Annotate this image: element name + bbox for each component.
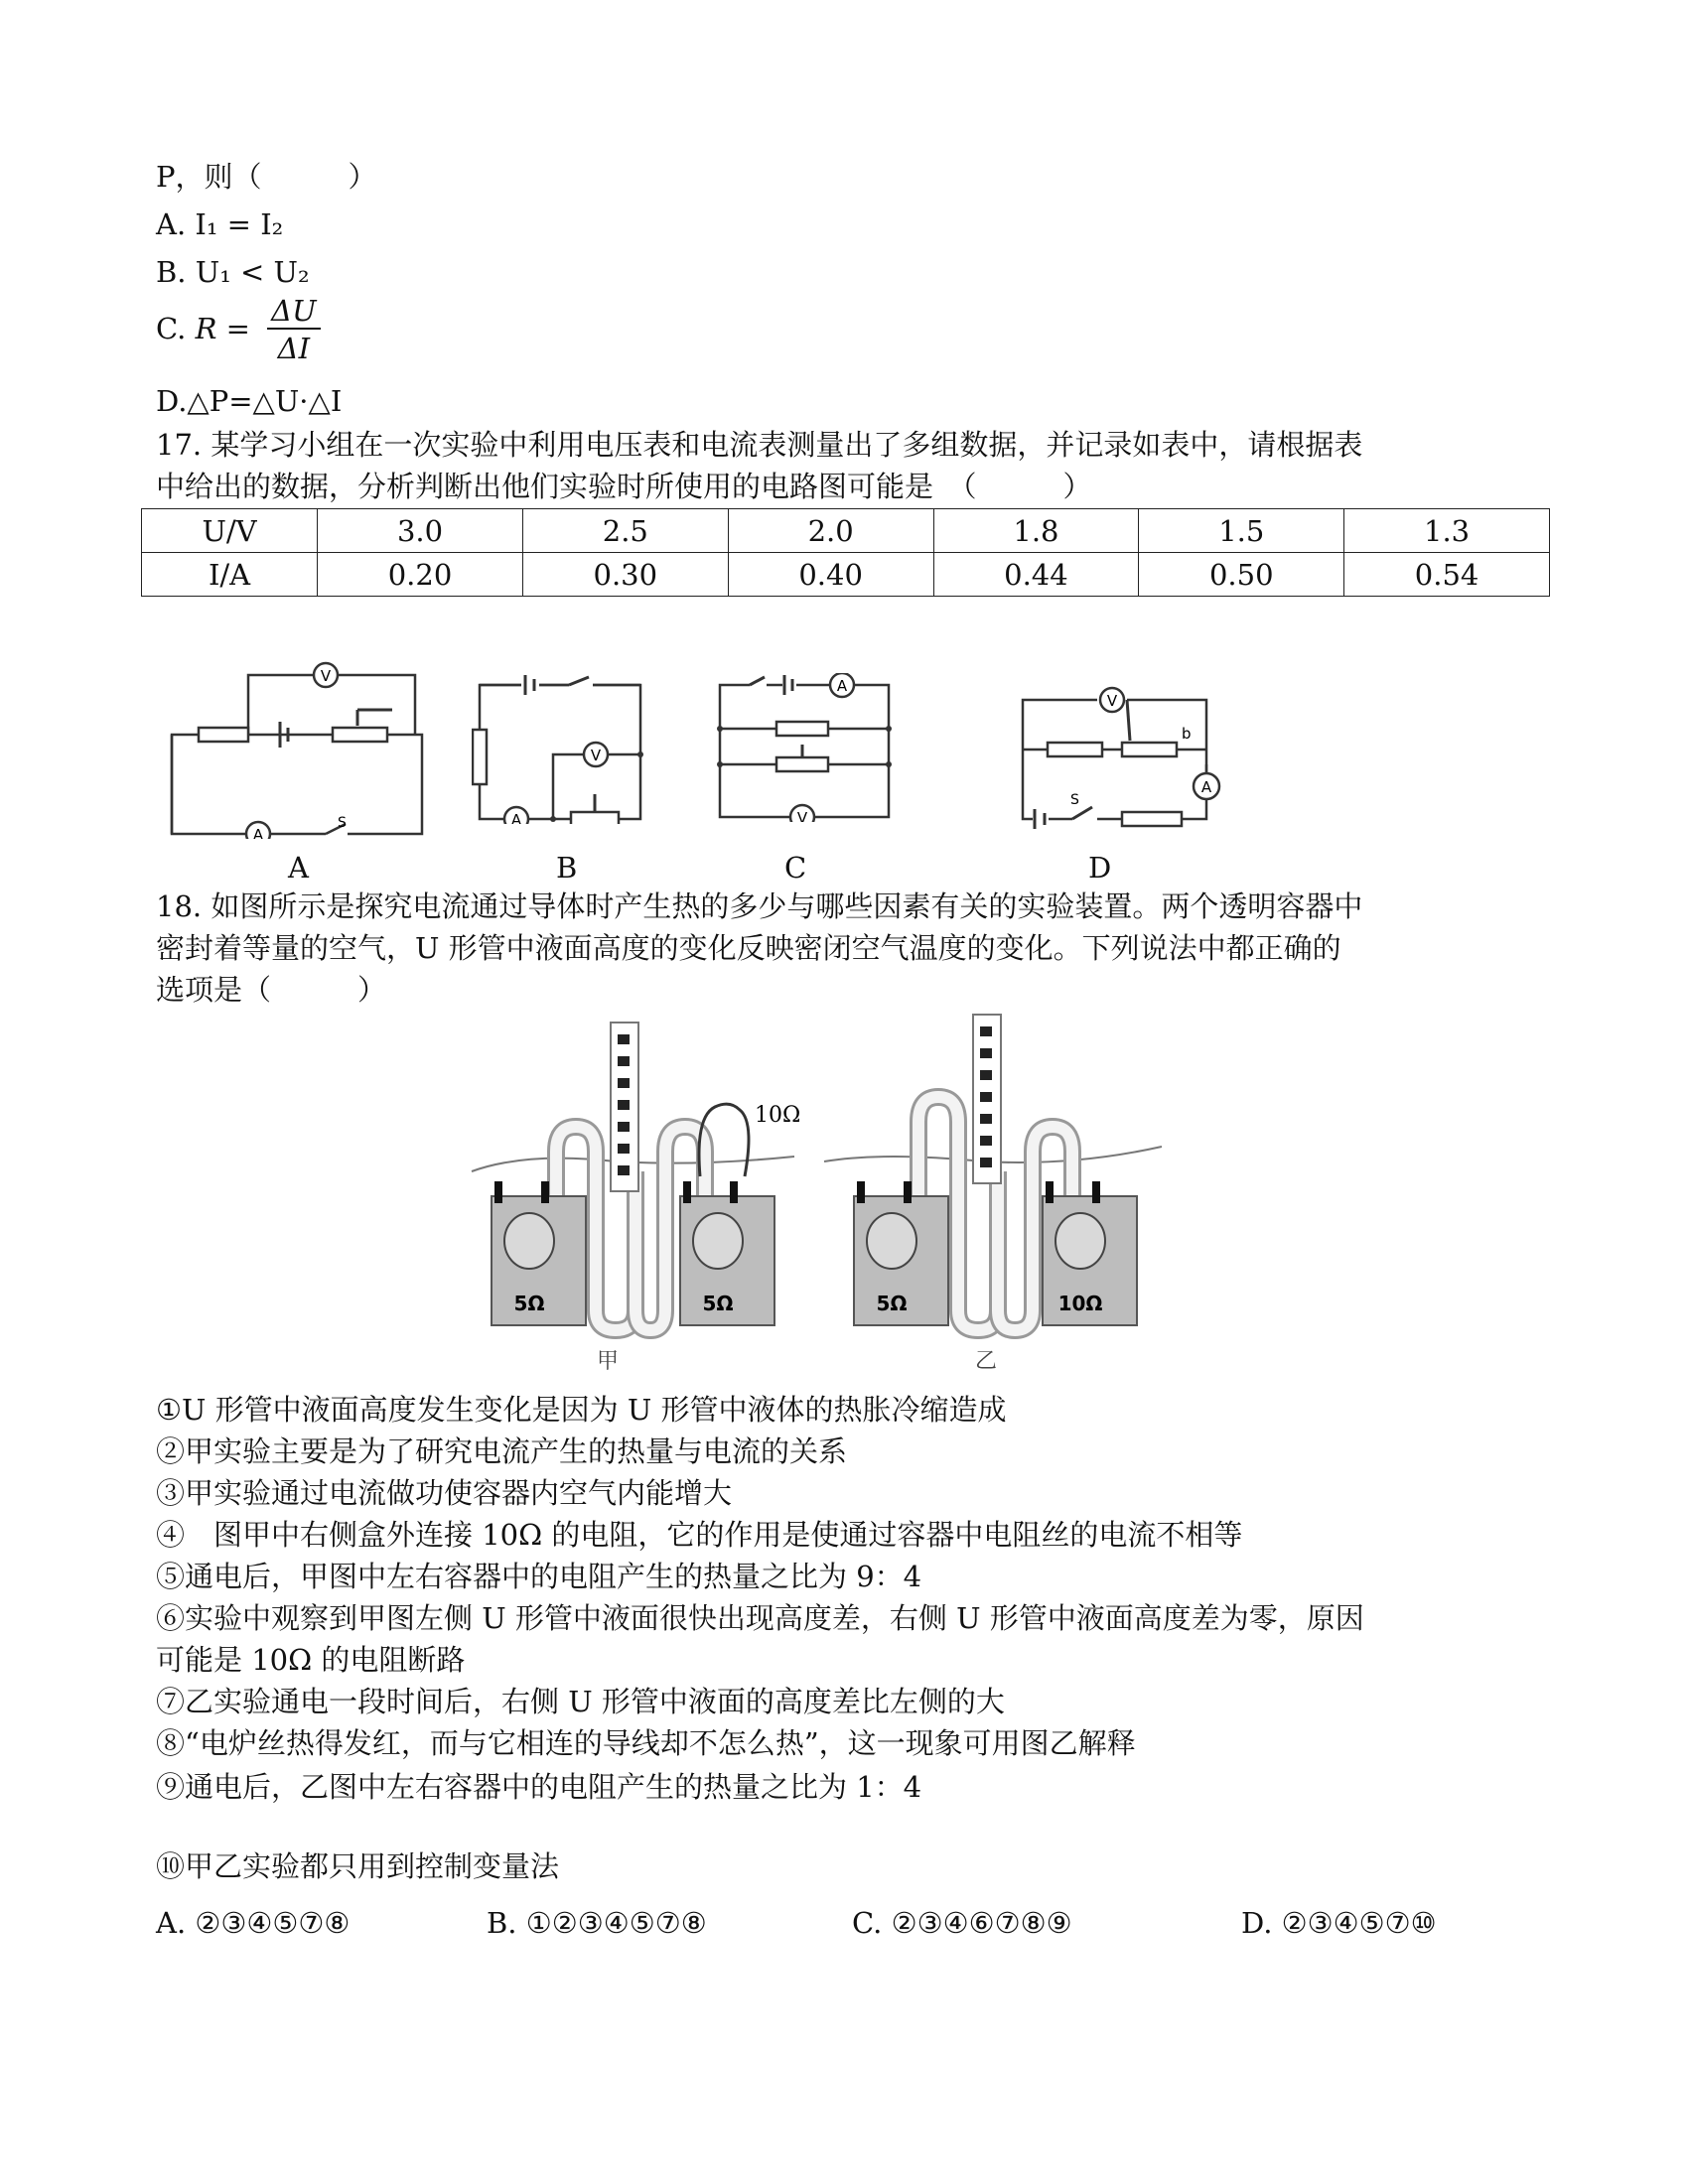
- q16-option-d: D.△P=△U·△I: [156, 384, 343, 418]
- fraction-numerator: ΔU: [267, 294, 320, 330]
- q17-stem-line2: 中给出的数据，分析判断出他们实验时所使用的电路图可能是 （ ）: [156, 470, 1092, 503]
- q16-option-c-prefix: C.: [156, 312, 187, 345]
- resistor-label-5-ohm: 5Ω: [876, 1292, 908, 1315]
- table-cell: I/A: [142, 553, 318, 597]
- table-cell: 0.40: [728, 553, 933, 597]
- statement-5: ⑤通电后，甲图中左右容器中的电阻产生的热量之比为 9：4: [156, 1560, 922, 1593]
- table-cell: 0.50: [1139, 553, 1344, 597]
- ammeter-label: A: [1200, 778, 1212, 796]
- q16-option-c-lhs: R =: [195, 312, 250, 345]
- circuit-caption-b: B: [556, 851, 578, 885]
- circuit-diagram-d: [993, 675, 1241, 834]
- table-cell: 2.5: [522, 509, 728, 553]
- q18-option-b: B. ①②③④⑤⑦⑧: [487, 1906, 707, 1940]
- statement-7: ⑦乙实验通电一段时间后，右侧 U 形管中液面的高度差比左侧的大: [156, 1685, 1005, 1718]
- circuit-diagram-c: [715, 673, 894, 822]
- voltmeter-label: V: [1106, 692, 1118, 710]
- q16-option-c: [156, 294, 321, 367]
- q16-option-a: A. I₁ = I₂: [156, 207, 284, 241]
- q18-stem-line3: 选项是（ ）: [156, 973, 387, 1007]
- resistor-label-5-ohm: 5Ω: [513, 1292, 545, 1315]
- q18-stem-line2: 密封着等量的空气，U 形管中液面高度的变化反映密闭空气温度的变化。下列说法中都正确的: [156, 931, 1341, 965]
- resistor-label-5-ohm: 5Ω: [702, 1292, 734, 1315]
- figure-caption-yi: 乙: [974, 1349, 998, 1374]
- ammeter-label: A: [836, 677, 848, 695]
- q18-stem-line1: 18. 如图所示是探究电流通过导体时产生热的多少与哪些因素有关的实验装置。两个透明容器中: [156, 889, 1363, 923]
- switch-label: S: [1070, 792, 1079, 808]
- table-row-voltage: [142, 509, 1550, 553]
- point-b-label: b: [1182, 725, 1192, 743]
- resistor-label-10-ohm: 10Ω: [1057, 1292, 1103, 1315]
- ammeter-label: A: [252, 826, 264, 839]
- statement-2: ②甲实验主要是为了研究电流产生的热量与电流的关系: [156, 1434, 848, 1468]
- table-cell: 1.3: [1344, 509, 1550, 553]
- circuit-diagram-b: [472, 675, 650, 824]
- statement-9: ⑨通电后，乙图中左右容器中的电阻产生的热量之比为 1：4: [156, 1770, 922, 1804]
- external-resistor-label: 10Ω: [755, 1103, 801, 1128]
- q16-stem-tail: P，则（ ）: [156, 160, 377, 194]
- table-row-current: [142, 553, 1550, 597]
- q16-option-b: B. U₁ < U₂: [156, 255, 310, 289]
- apparatus-jia: [472, 1023, 800, 1374]
- fraction-denominator: ΔI: [277, 332, 311, 365]
- table-cell: 0.20: [318, 553, 523, 597]
- table-cell: 1.5: [1139, 509, 1344, 553]
- circuit-diagram-a: [169, 660, 432, 839]
- table-cell: 0.30: [522, 553, 728, 597]
- circuit-caption-d: D: [1088, 851, 1112, 885]
- q18-option-d: D. ②③④⑤⑦⑩: [1241, 1906, 1437, 1940]
- q17-data-table: [141, 508, 1550, 597]
- q17-stem-line1: 17. 某学习小组在一次实验中利用电压表和电流表测量出了多组数据，并记录如表中，请根据表: [156, 428, 1363, 462]
- table-cell: 0.44: [933, 553, 1139, 597]
- figure-caption-jia: 甲: [596, 1349, 620, 1374]
- table-cell: 1.8: [933, 509, 1139, 553]
- table-cell: 0.54: [1344, 553, 1550, 597]
- voltmeter-label: V: [320, 667, 332, 685]
- voltmeter-label: V: [796, 809, 808, 822]
- statement-6: ⑥实验中观察到甲图左侧 U 形管中液面很快出现高度差，右侧 U 形管中液面高度差为零，原因: [156, 1601, 1364, 1635]
- statement-3: ③甲实验通过电流做功使容器内空气内能增大: [156, 1476, 733, 1510]
- q16-option-c-fraction: [267, 294, 320, 367]
- switch-label: S: [338, 815, 347, 831]
- statement-6-continued: 可能是 10Ω 的电阻断路: [156, 1643, 466, 1677]
- statement-4: ④ 图甲中右侧盒外连接 10Ω 的电阻，它的作用是使通过容器中电阻丝的电流不相等: [156, 1518, 1243, 1552]
- joule-heating-apparatus-figure: [467, 1013, 1172, 1380]
- table-cell: U/V: [142, 509, 318, 553]
- q18-option-c: C. ②③④⑥⑦⑧⑨: [852, 1906, 1072, 1940]
- apparatus-yi: [824, 1015, 1162, 1374]
- circuit-caption-a: A: [288, 851, 309, 885]
- statement-10: ⑩甲乙实验都只用到控制变量法: [156, 1849, 560, 1883]
- q18-option-a: A. ②③④⑤⑦⑧: [156, 1906, 351, 1940]
- ammeter-label: A: [510, 811, 522, 824]
- voltmeter-label: V: [590, 747, 602, 764]
- statement-8: ⑧“电炉丝热得发红，而与它相连的导线却不怎么热”，这一现象可用图乙解释: [156, 1726, 1136, 1760]
- table-cell: 3.0: [318, 509, 523, 553]
- table-cell: 2.0: [728, 509, 933, 553]
- circuit-caption-c: C: [784, 851, 807, 885]
- statement-1: ①U 形管中液面高度发生变化是因为 U 形管中液体的热胀冷缩造成: [156, 1393, 1007, 1427]
